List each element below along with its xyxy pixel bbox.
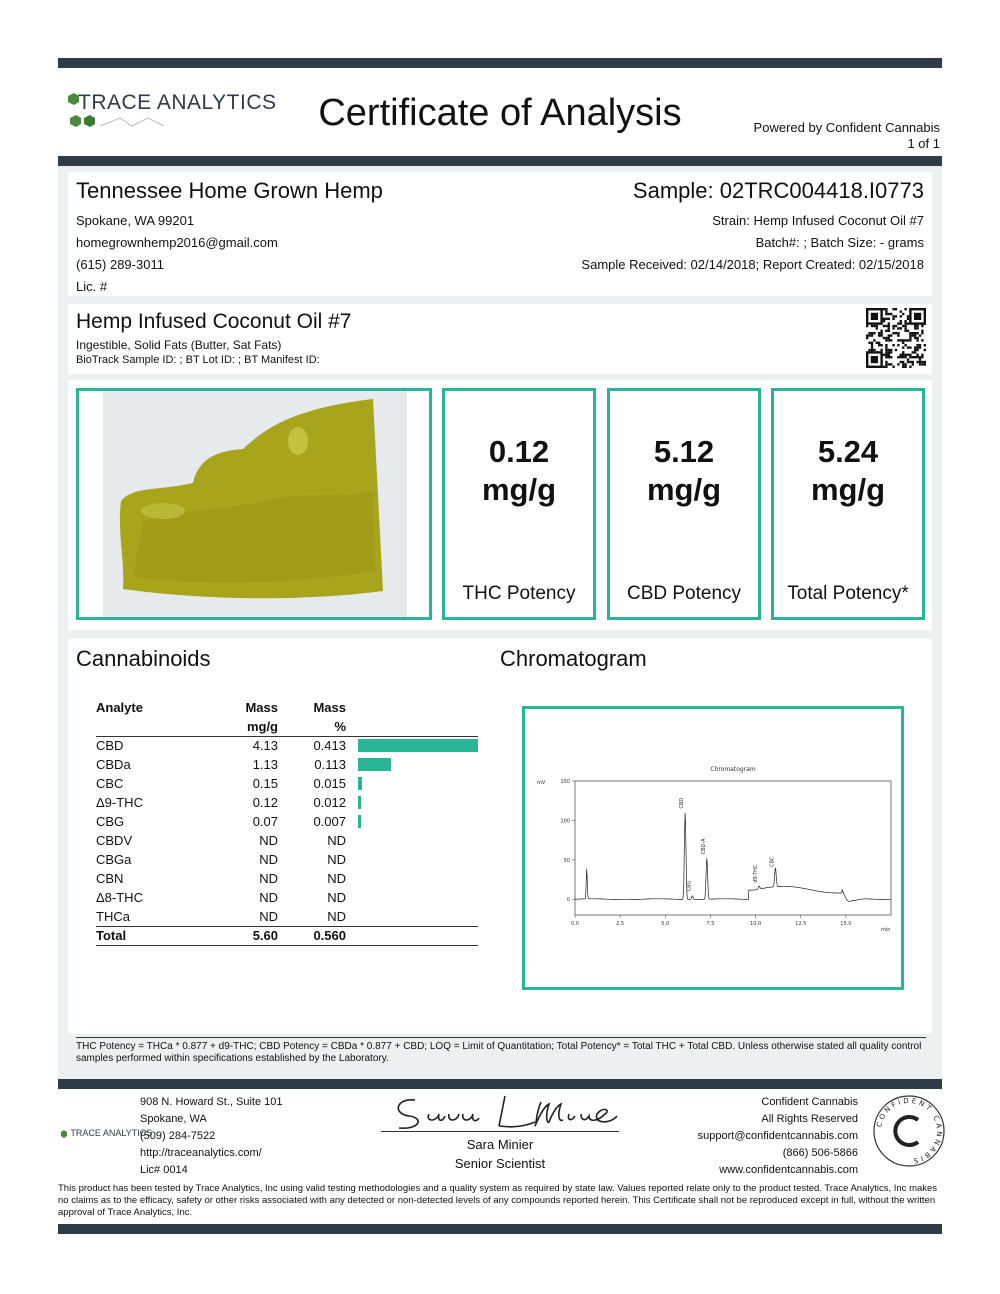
page-title: Certificate of Analysis <box>318 92 682 134</box>
table-row <box>96 831 478 850</box>
analyte-pct: 0.012 <box>313 795 346 810</box>
confident-cannabis-seal-icon <box>872 1094 946 1168</box>
analyte-mg: 4.13 <box>252 738 278 754</box>
table-row <box>96 888 478 907</box>
table-row <box>96 850 478 869</box>
peak-label: d9-THC <box>753 864 760 883</box>
address-phone: (509) 284-7522 <box>140 1130 216 1142</box>
analyte-name: CBN <box>96 871 124 886</box>
client-city: Spokane, WA 99201 <box>76 213 195 228</box>
table-row <box>96 755 478 774</box>
header-mass-pct: Mass <box>313 700 346 715</box>
analyte-pct: ND <box>327 833 346 848</box>
x-tick-label: 15.0 <box>840 921 852 927</box>
client-phone: (615) 289-3011 <box>76 257 164 272</box>
x-tick-label: 2.5 <box>616 921 625 927</box>
analyte-mg: 0.15 <box>252 776 278 791</box>
analyte-mg: 0.07 <box>252 814 278 829</box>
address-city: Spokane, WA <box>140 1113 207 1125</box>
analyte-mg: ND <box>259 833 278 848</box>
analyte-name: CBGa <box>96 852 132 867</box>
analyte-pct: ND <box>327 852 346 867</box>
address-street: 908 N. Howard St., Suite 101 <box>140 1096 283 1108</box>
x-tick-label: 7.5 <box>706 921 715 927</box>
signature-line <box>381 1131 619 1132</box>
total-mg: 5.60 <box>226 926 278 945</box>
peak-label: CBD-A <box>700 838 707 855</box>
powered-by-text: Powered by Confident Cannabis <box>753 120 940 135</box>
analyte-mg: ND <box>259 871 278 886</box>
cc-name: Confident Cannabis <box>761 1096 858 1108</box>
analyte-pct: 0.015 <box>313 776 346 791</box>
lab-address <box>140 1094 282 1179</box>
analyte-name: Δ8-THC <box>96 890 143 905</box>
header-rule <box>58 156 942 166</box>
table-row <box>96 907 478 926</box>
table-total-row <box>96 926 478 945</box>
chart-ylabel: mV <box>537 780 546 786</box>
header-mass-mg: Mass <box>245 700 278 715</box>
thc-potency-label: THC Potency <box>462 583 576 604</box>
y-tick-label: 150 <box>560 779 570 785</box>
header-analyte: Analyte <box>96 700 143 715</box>
product-panel <box>68 304 932 374</box>
analyte-pct: ND <box>327 871 346 886</box>
x-tick-label: 0.0 <box>571 921 579 927</box>
analyte-name: CBC <box>96 776 124 791</box>
footer-lab-logo <box>60 1128 152 1138</box>
sample-batch: Batch#: ; Batch Size: - grams <box>755 235 924 250</box>
trace-analytics-logo <box>60 88 277 138</box>
potency-footnote: THC Potency = THCa * 0.877 + d9-THC; CBD Potency = CBDa * 0.877 + CBD; LOQ = Limit of Quantitation; Total Potency* = Total THC + Total CBD. Unless otherwise stated all quality control samples performed within specifications established by the Laboratory. <box>76 1037 926 1065</box>
chromatogram-title: Chromatogram <box>500 646 647 671</box>
chromatogram-chart <box>525 709 901 987</box>
footer-lab-name: TRACE ANALYTICS <box>70 1128 153 1138</box>
thc-potency-card <box>442 388 596 620</box>
units-mg: mg/g <box>226 717 278 736</box>
client-email: homegrownhemp2016@gmail.com <box>76 235 278 250</box>
analyte-pct: 0.413 <box>313 738 346 754</box>
total-potency-card <box>771 388 925 620</box>
cc-email[interactable]: support@confidentcannabis.com <box>697 1130 858 1142</box>
cannabinoids-title: Cannabinoids <box>76 646 211 671</box>
cc-phone: (866) 506-5866 <box>782 1147 858 1159</box>
product-type: Ingestible, Solid Fats (Butter, Sat Fats) <box>76 338 282 352</box>
analyte-pct: ND <box>327 890 346 905</box>
footer-rule <box>58 1079 942 1089</box>
lab-name: TRACE ANALYTICS <box>78 91 277 114</box>
signer-block <box>381 1135 619 1173</box>
sample-id: Sample: 02TRC004418.I0773 <box>632 178 924 203</box>
analyte-bar <box>358 777 362 790</box>
cc-website[interactable]: www.confidentcannabis.com <box>719 1164 858 1176</box>
table-units <box>96 717 478 736</box>
cannabinoids-table <box>96 698 478 946</box>
y-tick-label: 0 <box>566 897 570 904</box>
analyte-pct: 0.007 <box>313 814 346 829</box>
chromatogram-frame <box>522 706 904 990</box>
coconut-oil-sample-icon <box>103 391 407 617</box>
qr-code-icon <box>866 308 926 368</box>
analyte-mg: 1.13 <box>252 757 278 772</box>
cbd-value: 5.12 <box>653 434 715 469</box>
total-unit: mg/g <box>810 472 886 507</box>
y-tick-label: 100 <box>560 818 570 825</box>
footer-hexagon-icon <box>60 1130 68 1138</box>
units-analyte <box>96 717 226 736</box>
product-photo-frame <box>76 388 432 620</box>
product-name: Hemp Infused Coconut Oil #7 <box>76 310 352 333</box>
confident-cannabis-contact <box>698 1094 858 1179</box>
signature-icon <box>385 1092 621 1132</box>
sample-dates: Sample Received: 02/14/2018; Report Created: 02/15/2018 <box>581 257 924 272</box>
x-tick-label: 12.5 <box>795 921 807 927</box>
table-row <box>96 869 478 888</box>
signer-name: Sara Minier <box>466 1137 534 1152</box>
thc-value: 0.12 <box>488 434 550 469</box>
analyte-bar <box>358 796 361 809</box>
sample-details <box>581 210 924 276</box>
thc-unit: mg/g <box>481 472 557 507</box>
peak-label: CBG <box>686 880 693 892</box>
header-bar <box>346 698 478 717</box>
table-row <box>96 736 478 755</box>
client-license: Lic. # <box>76 279 108 294</box>
chart-title: Chromatogram <box>710 766 756 773</box>
units-pct: % <box>278 717 346 736</box>
analyte-name: THCa <box>96 908 130 924</box>
sample-strain: Strain: Hemp Infused Coconut Oil #7 <box>712 213 924 228</box>
table-header <box>96 698 478 717</box>
analyte-name: CBDa <box>96 757 131 772</box>
table-row <box>96 793 478 812</box>
address-website[interactable]: http://traceanalytics.com/ <box>140 1147 262 1159</box>
analyte-name: CBG <box>96 814 125 829</box>
analyte-name: CBDV <box>96 833 133 848</box>
page-number: 1 of 1 <box>907 136 940 151</box>
table-row <box>96 774 478 793</box>
client-details <box>76 210 278 298</box>
analyte-name: Δ9-THC <box>96 795 143 810</box>
potency-panel <box>68 380 932 630</box>
powered-by <box>754 120 940 152</box>
analyte-mg: ND <box>259 852 278 867</box>
cbd-potency-card <box>607 388 761 620</box>
seal-text: CONFIDENT CANNABIS <box>875 1096 944 1166</box>
analyte-mg: ND <box>259 908 278 924</box>
analyte-name: CBD <box>96 738 124 754</box>
thc-potency-value <box>445 433 593 509</box>
analyte-bar <box>358 739 478 752</box>
top-rule <box>58 58 942 68</box>
results-panel <box>68 638 932 1034</box>
disclaimer: This product has been tested by Trace Analytics, Inc using valid testing methodologies and a quality system as required by state law. Values reported relate only to the product tested. Trace Analytics, Inc makes no claims as to the efficacy, safety or other risks associated with any detected or non-detected levels of any compounds reported herein. This Certificate shall not be reproduced except in full, without the written approval of Trace Analytics, Inc. <box>58 1183 938 1218</box>
total-pct: 0.560 <box>278 926 346 945</box>
x-tick-label: 10.0 <box>750 921 762 927</box>
address-license: Lic# 0014 <box>140 1164 188 1176</box>
y-tick-label: 50 <box>563 857 570 864</box>
analyte-pct: 0.113 <box>314 757 346 772</box>
total-potency-label: Total Potency* <box>787 583 909 604</box>
table-row <box>96 812 478 831</box>
chart-plot-area <box>575 781 891 915</box>
cbd-potency-value <box>610 433 758 509</box>
analyte-mg: 0.12 <box>252 795 278 810</box>
chart-xlabel: min <box>881 927 891 933</box>
analyte-bar <box>358 815 361 828</box>
total-value: 5.24 <box>817 434 879 469</box>
product-photo <box>103 391 407 617</box>
signer-title: Senior Scientist <box>454 1156 546 1171</box>
client-name: Tennessee Home Grown Hemp <box>76 178 383 203</box>
cbd-potency-label: CBD Potency <box>626 583 742 604</box>
analyte-bar <box>358 758 391 771</box>
x-tick-label: 5.0 <box>661 921 670 927</box>
analyte-mg: ND <box>259 890 278 905</box>
cbd-unit: mg/g <box>646 472 722 507</box>
total-potency-value <box>774 433 922 509</box>
cc-rights: All Rights Reserved <box>761 1113 858 1125</box>
analyte-pct: ND <box>327 908 346 924</box>
bottom-rule <box>58 1224 942 1234</box>
client-panel <box>68 172 932 296</box>
total-label: Total <box>96 926 226 945</box>
product-ids: BioTrack Sample ID: ; BT Lot ID: ; BT Manifest ID: <box>76 354 320 366</box>
peak-label: CBD <box>679 797 686 809</box>
peak-label: CBC <box>769 856 776 867</box>
